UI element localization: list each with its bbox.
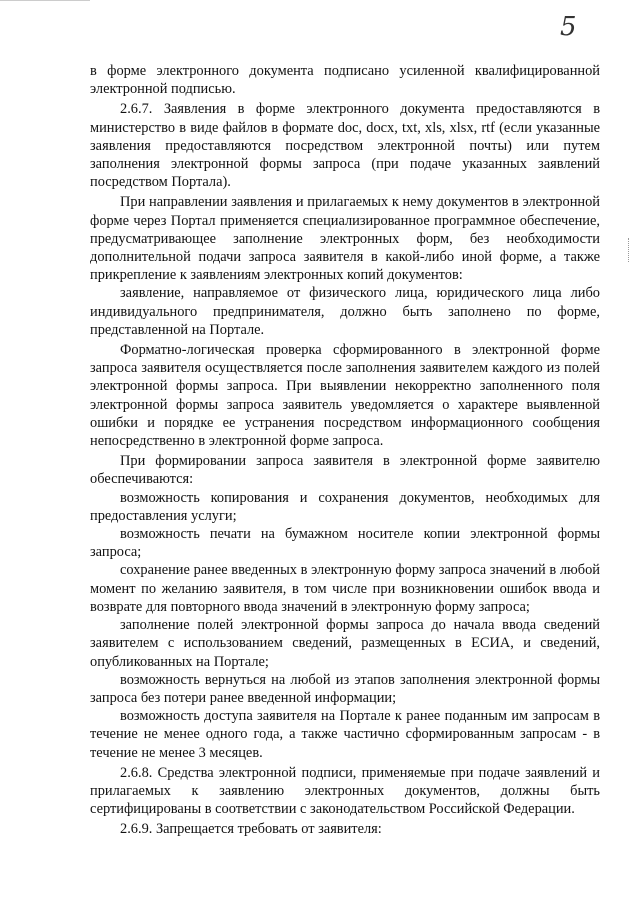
paragraph-application-form: заявление, направляемое от физического лица, юридического лица либо индивидуального предпринимателя, должно быть заполнено по форме, представленной на Портале. <box>90 285 600 338</box>
list-item-autofill: заполнение полей электронной формы запроса до начала ввода сведений заявителем с использованием сведений, размещенных в ЕСИА, и сведений, опубликованных на Портале; <box>90 617 600 670</box>
paragraph-2-6-8: 2.6.8. Средства электронной подписи, применяемые при подаче заявлений и прилагаемых к заявлению электронных документов, должны быть сертифицированы в соответствии с законодательством Российской Федерации. <box>90 764 600 818</box>
document-body <box>90 62 600 839</box>
scan-edge-line <box>0 0 90 1</box>
scan-margin-mark <box>628 238 631 262</box>
paragraph-portal-submission: При направлении заявления и прилагаемых к нему документов в электронной форме через Портал применяется специализированное программное обеспечение, предусматривающее заполнение электронных форм, без необходимости дополнительной подачи запроса заявителя в какой-либо иной форме, а также прикрепление к заявлениям электронных копий документов: <box>90 194 600 284</box>
list-item-access-history: возможность доступа заявителя на Портале к ранее поданным им запросам в течение не менее одного года, а также частично сформированным запросам - в течение не менее 3 месяцев. <box>90 708 600 761</box>
list-item-return-step: возможность вернуться на любой из этапов заполнения электронной формы запроса без потери ранее введенной информации; <box>90 671 600 706</box>
list-item-save-values: сохранение ранее введенных в электронную форму запроса значений в любой момент по желанию заявителя, в том числе при возникновении ошибок ввода и возврате для повторного ввода значений в электронную форму запроса; <box>90 562 600 615</box>
paragraph-format-check: Форматно-логическая проверка сформированного в электронной форме запроса заявителя осуществляется после заполнения заявителем каждого из полей электронной формы запроса. При выявлении некорректно заполненного поля электронной формы запроса заявитель уведомляется о характере выявленной ошибки и порядке ее устранения посредством информационного сообщения непосредственно в электронной форме запроса. <box>90 342 600 450</box>
paragraph-continuation: в форме электронного документа подписано усиленной квалифицированной электронной подписью. <box>90 63 600 98</box>
paragraph-2-6-9: 2.6.9. Запрещается требовать от заявителя: <box>120 821 382 838</box>
list-item-print: возможность печати на бумажном носителе копии электронной формы запроса; <box>90 526 600 561</box>
paragraph-2-6-7: 2.6.7. Заявления в форме электронного документа предоставляются в министерство в виде файлов в формате doc, docx, txt, xls, xlsx, rtf (если указанные заявления предоставляются посредством электронной почты) или путем заполнения электронной формы запроса (при подаче указанных заявлений посредством Портала). <box>90 101 600 191</box>
page-number: 5 <box>560 12 577 42</box>
paragraph-provided-features: При формировании запроса заявителя в электронной форме заявителю обеспечиваются: <box>90 453 600 488</box>
list-item-copy-save: возможность копирования и сохранения документов, необходимых для предоставления услуги; <box>90 489 600 524</box>
